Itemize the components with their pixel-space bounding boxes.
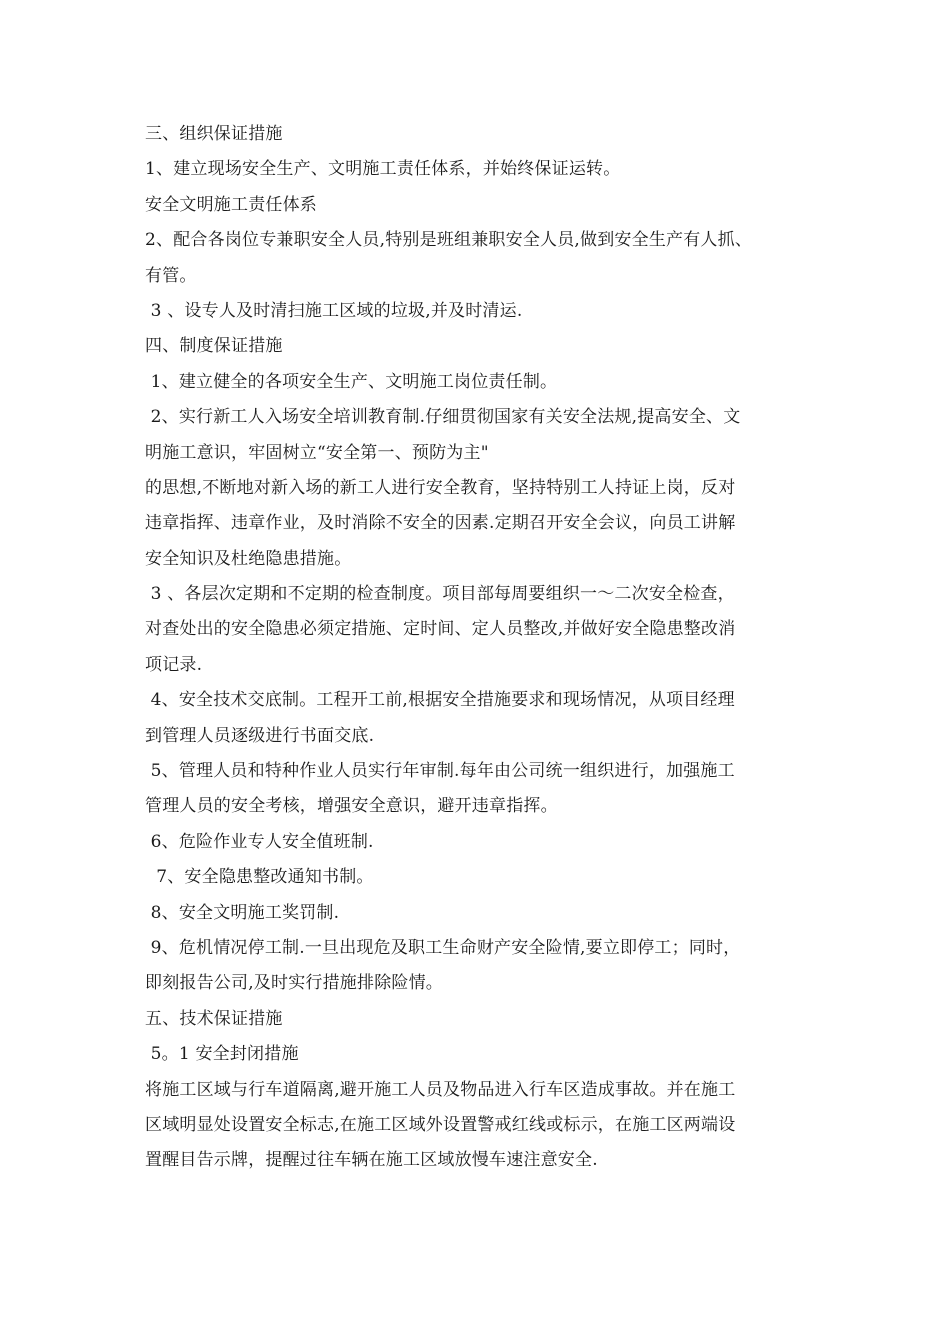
paragraph-line: 9、危机情况停工制.一旦出现危及职工生命财产安全险情,要立即停工；同时， (145, 937, 741, 958)
section-heading: 四、制度保证措施 (145, 336, 283, 357)
paragraph-line: 3 、设专人及时清扫施工区域的垃圾,并及时清运. (145, 300, 523, 321)
paragraph-line: 有管。 (145, 265, 197, 286)
paragraph-line: 即刻报告公司,及时实行措施排除险情。 (145, 973, 444, 994)
paragraph-line: 4、安全技术交底制。工程开工前,根据安全措施要求和现场情况，从项目经理 (145, 690, 735, 711)
paragraph-line: 管理人员的安全考核，增强安全意识，避开违章指挥。 (145, 796, 558, 817)
paragraph-line: 对查处出的安全隐患必须定措施、定时间、定人员整改,并做好安全隐患整改消 (145, 619, 736, 640)
paragraph-line: 违章指挥、违章作业，及时消除不安全的因素.定期召开安全会议，向员工讲解 (145, 513, 736, 534)
paragraph-line: 区域明显处设置安全标志,在施工区域外设置警戒红线或标示，在施工区两端设 (145, 1114, 736, 1135)
paragraph-line: 的思想,不断地对新入场的新工人进行安全教育，坚持特别工人持证上岗，反对 (145, 477, 736, 498)
subsection-heading: 5。1 安全封闭措施 (145, 1044, 299, 1065)
paragraph-line: 3 、各层次定期和不定期的检查制度。项目部每周要组织一～二次安全检查， (145, 584, 735, 605)
paragraph-line: 5、管理人员和特种作业人员实行年审制.每年由公司统一组织进行，加强施工 (145, 761, 735, 782)
section-heading: 三、组织保证措施 (145, 124, 283, 144)
paragraph-line: 1、建立现场安全生产、文明施工责任体系，并始终保证运转。 (145, 159, 621, 180)
paragraph-line: 1、建立健全的各项安全生产、文明施工岗位责任制。 (145, 371, 558, 392)
paragraph-line: 将施工区域与行车道隔离,避开施工人员及物品进入行车区造成事故。并在施工 (145, 1079, 736, 1100)
paragraph-line: 6、危险作业专人安全值班制. (145, 831, 374, 852)
paragraph-line: 安全知识及杜绝隐患措施。 (145, 548, 352, 569)
paragraph-line: 8、安全文明施工奖罚制. (145, 902, 340, 923)
paragraph-line: 2、配合各岗位专兼职安全人员,特别是班组兼职安全人员,做到安全生产有人抓、 (145, 230, 753, 251)
paragraph-line: 安全文明施工责任体系 (145, 194, 317, 215)
paragraph-line: 2、实行新工人入场安全培训教育制.仔细贯彻国家有关安全法规,提高安全、文 (145, 407, 741, 428)
section-heading: 五、技术保证措施 (145, 1008, 283, 1029)
document-body (145, 117, 825, 1179)
paragraph-line: 7、安全隐患整改通知书制。 (145, 867, 374, 888)
paragraph-line: 项记录. (145, 654, 203, 675)
paragraph-line: 明施工意识，牢固树立“安全第一、预防为主" (145, 442, 489, 463)
paragraph-line: 到管理人员逐级进行书面交底. (145, 725, 375, 746)
paragraph-line: 置醒目告示牌，提醒过往车辆在施工区域放慢车速注意安全. (145, 1150, 598, 1171)
